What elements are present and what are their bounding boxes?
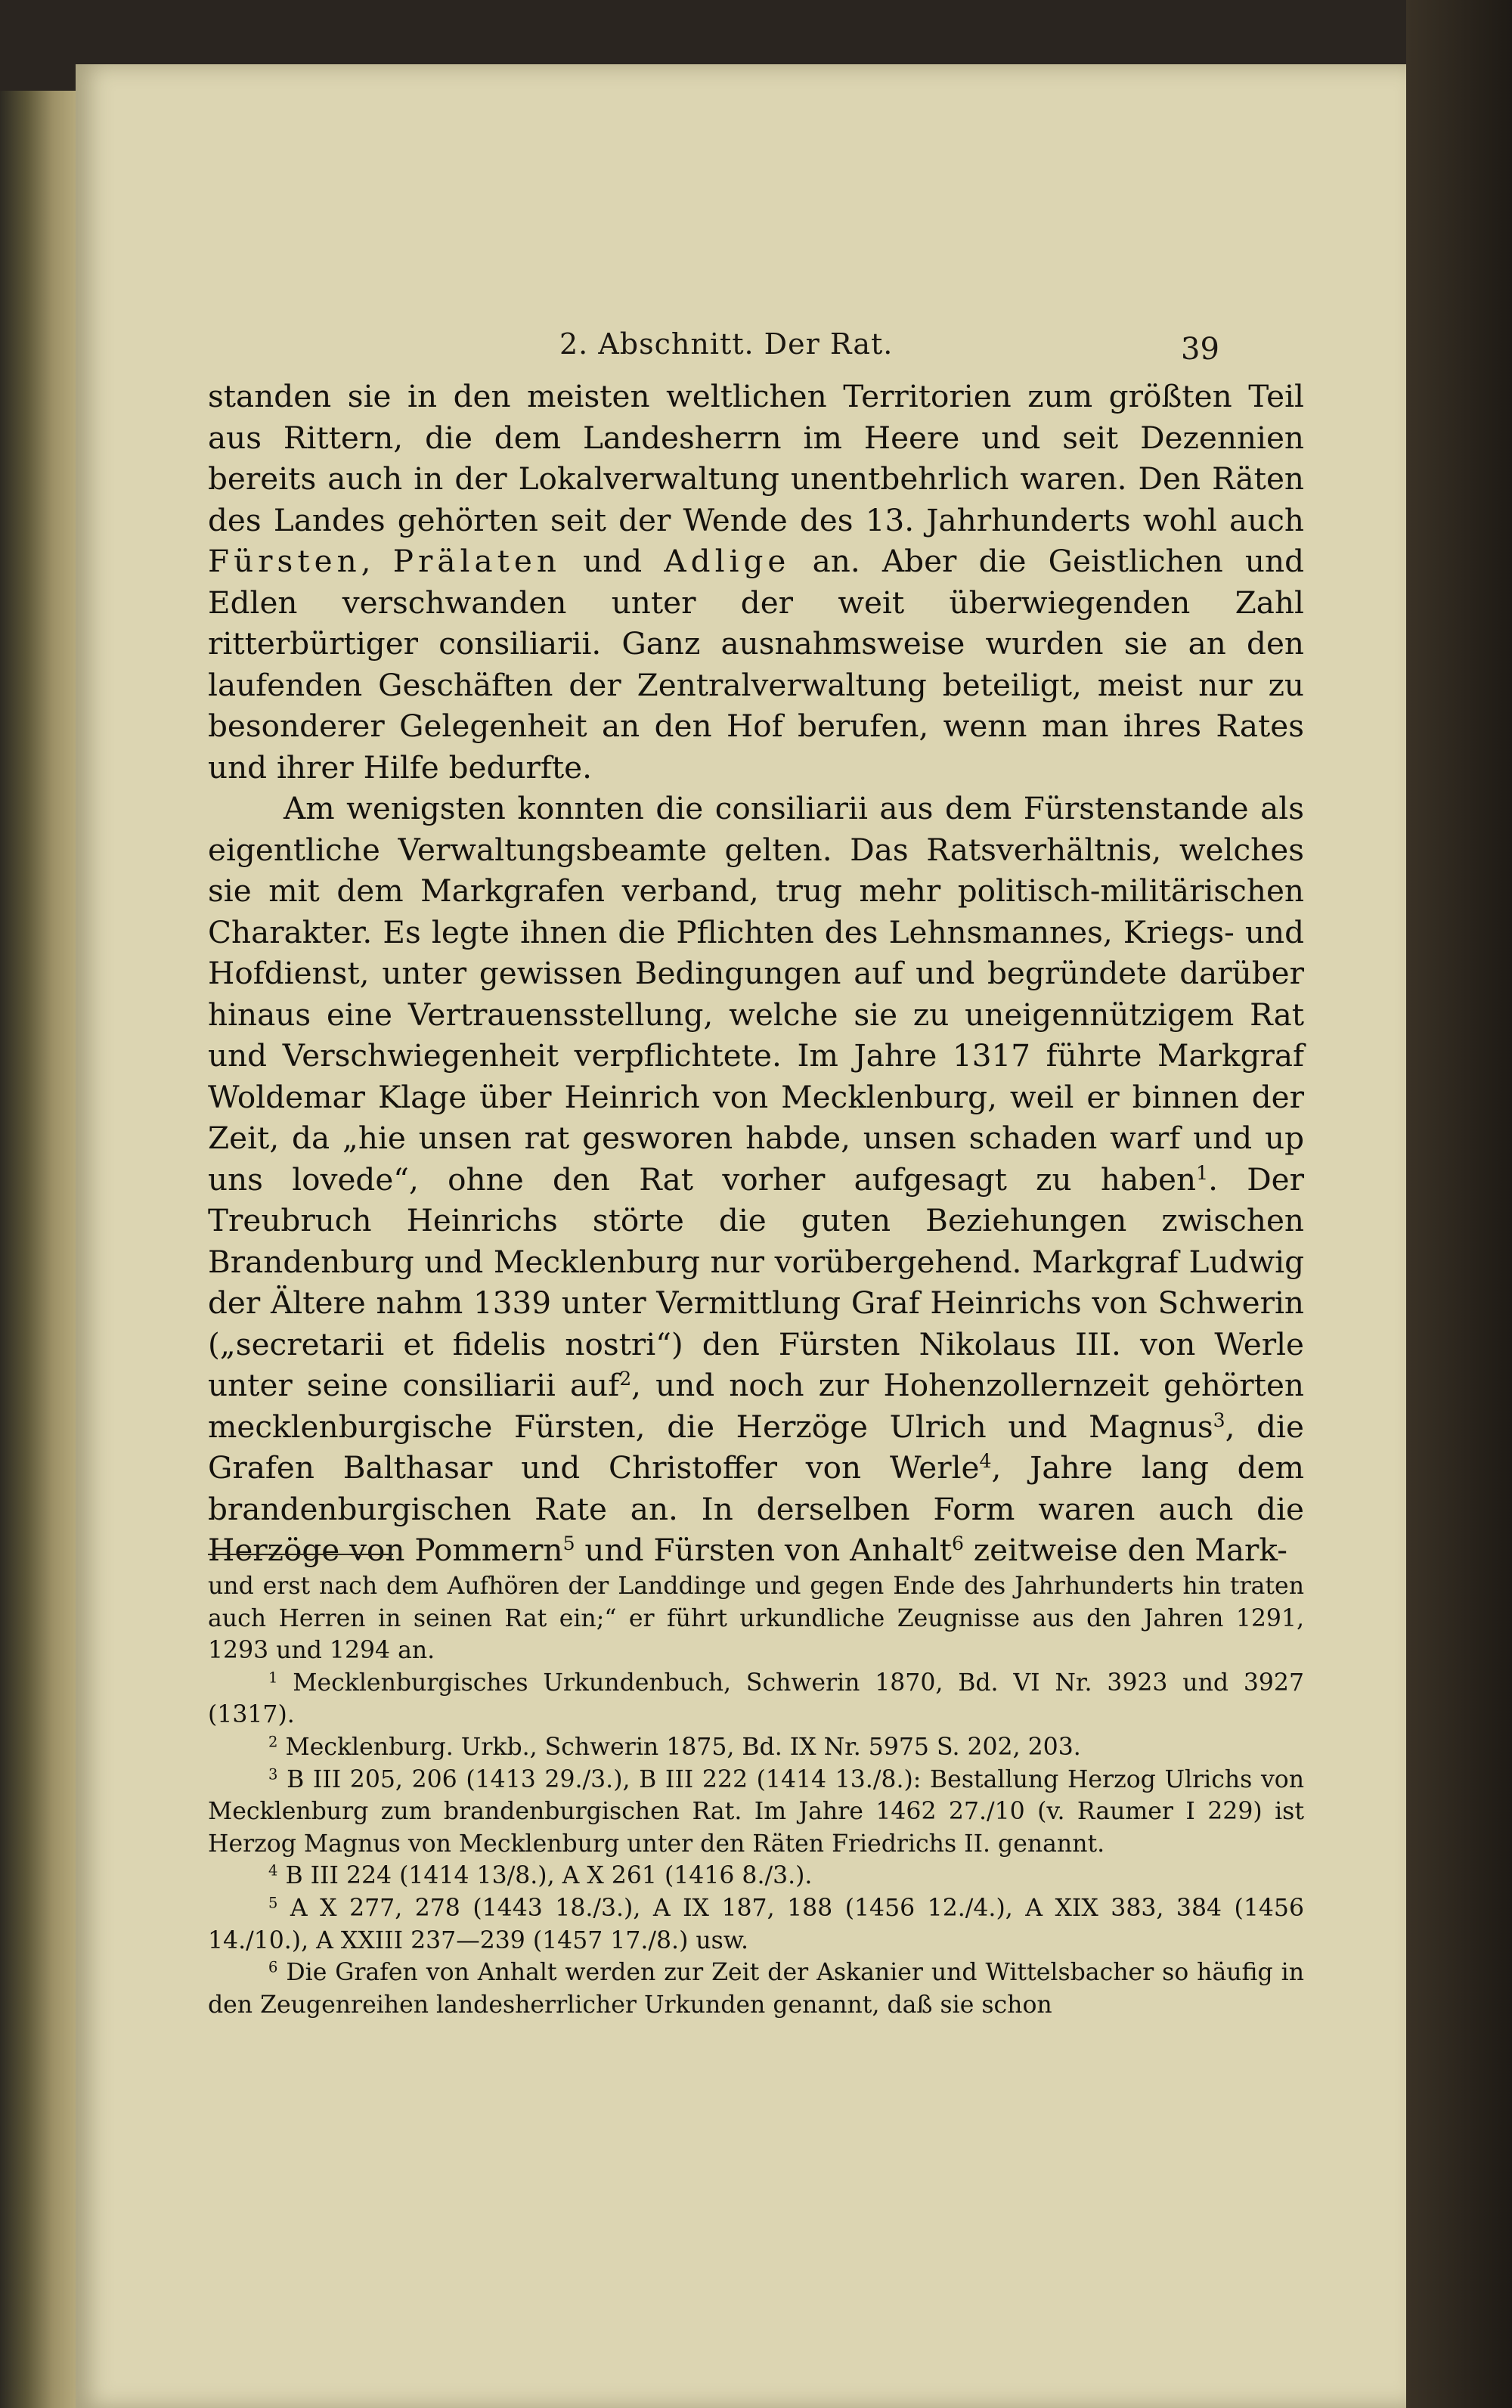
footnote-ref-5[interactable]: 5 — [562, 1533, 575, 1555]
footnote-text: Die Grafen von Anhalt werden zur Zeit der Askanier und Wittelsbacher so häufig in den Zeugenreihen landesherrlicher Urkunden genannt, daß sie schon — [208, 1959, 1304, 2019]
footnote-mark: 6 — [268, 1958, 278, 1976]
footnote-2 — [208, 1731, 1304, 1764]
footnote-divider — [208, 1554, 393, 1555]
paragraph-2 — [208, 788, 1304, 1571]
comma: , — [361, 543, 393, 579]
footnote-mark: 4 — [268, 1861, 278, 1880]
footnote-mark: 3 — [268, 1765, 278, 1783]
footnote-5 — [208, 1892, 1304, 1957]
paragraph-2-text-b: . Der Treubruch Heinrichs störte die guten Beziehungen zwischen Brandenburg und Mecklenburg nur vorübergehend. Markgraf Ludwig der Ältere nahm 1339 unter Vermittlung Graf Heinrichs von Schwerin („secretarii et fidelis nostri“) den Fürsten Nikolaus III. von Werle unter seine consiliarii auf — [208, 1161, 1305, 1403]
footnote-text: B III 224 (1414 13/8.), A X 261 (1416 8./3.). — [285, 1862, 813, 1890]
running-head — [76, 327, 1406, 373]
spaced-word-praelaten: Prälaten — [392, 543, 561, 579]
paragraph-1-text-b: an. Aber die Geistlichen und Edlen verschwanden unter der weit überwiegenden Zahl ritterbürtiger consiliarii. Ganz ausnahmsweise wurden sie an den laufenden Geschäften der Zentralverwaltung beteiligt, meist nur zu besonderer Gelegenheit an den Hof berufen, wenn man ihres Rates und ihrer Hilfe bedurfte. — [208, 543, 1305, 786]
spaced-word-fuersten: Fürsten — [208, 543, 361, 579]
paragraph-2-text-d: , die Grafen Balthasar und Christoffer von Werle — [208, 1408, 1304, 1486]
book-page — [76, 64, 1406, 2408]
chapter-heading: 2. Abschnitt. Der Rat. — [559, 327, 894, 361]
footnote-mark: 5 — [268, 1894, 278, 1912]
footnote-text: B III 205, 206 (1413 29./3.), B III 222 (1414 13./8.): Bestallung Herzog Ulrichs von Mecklenburg zum brandenburgischen Rat. Im Jahre 1462 27./10 (v. Raumer I 229) ist Herzog Magnus von Mecklenburg unter den Räten Friedrichs II. genannt. — [208, 1765, 1304, 1858]
footnote-4 — [208, 1860, 1304, 1892]
footnote-mark: 1 — [268, 1669, 278, 1687]
paragraph-1-text-a: standen sie in den meisten weltlichen Territorien zum größten Teil aus Rittern, die dem Landesherrn im Heere und seit Dezennien bereits auch in der Lokalverwaltung unentbehrlich waren. Den Räten des Landes gehörten seit der Wende des 13. Jahrhunderts wohl auch — [208, 378, 1304, 538]
paragraph-2-text-f: und Fürsten von Anhalt — [575, 1532, 952, 1568]
paragraph-2-text-e: , Jahre lang dem brandenburgischen Rate an. In derselben Form waren auch die Herzöge von Pommern — [208, 1449, 1304, 1568]
main-text — [208, 376, 1304, 1571]
page-number: 39 — [1181, 332, 1219, 367]
footnote-1 — [208, 1667, 1304, 1731]
footnote-ref-2[interactable]: 2 — [619, 1368, 632, 1390]
paragraph-1 — [208, 376, 1304, 788]
footnote-continuation: und erst nach dem Aufhören der Landdinge und gegen Ende des Jahrhunderts hin traten auch Herren in seinen Rat ein;“ er führt urkundliche Zeugnisse aus den Jahren 1291, 1293 und 1294 an. — [208, 1573, 1304, 1665]
paragraph-2-text-a: Am wenigsten konnten die consiliarii aus dem Fürstenstande als eigentliche Verwaltungsbeamte gelten. Das Ratsverhältnis, welches sie mit dem Markgrafen verband, trug mehr politisch-militärischen Charakter. Es legte ihnen die Pflichten des Lehnsmannes, Kriegs- und Hofdienst, unter gewissen Bedingungen auf und begründete darüber hinaus eine Vertrauensstellung, welche sie zu uneigennützigem Rat und Verschwiegenheit verpflichtete. Im Jahre 1317 führte Markgraf Woldemar Klage über Heinrich von Mecklenburg, weil er binnen der Zeit, da „hie unsen rat gesworen habde, unsen schaden warf und up uns lovede“, ohne den Rat vorher aufgesagt zu haben — [208, 790, 1304, 1198]
paragraph-2-text-c: , und noch zur Hohenzollernzeit gehörten mecklenburgische Fürsten, die Herzöge Ulrich und Magnus — [208, 1367, 1304, 1445]
paragraph-2-text-g: zeitweise den Mark- — [963, 1532, 1287, 1568]
facing-page-edge — [0, 91, 76, 2408]
spaced-word-adlige: Adlige — [664, 543, 791, 579]
conjunction: und — [560, 543, 665, 579]
footnote-ref-1[interactable]: 1 — [1196, 1161, 1209, 1184]
footnote-mark: 2 — [268, 1733, 278, 1751]
footnote-ref-4[interactable]: 4 — [979, 1450, 992, 1473]
footnote-6 — [208, 1957, 1304, 2021]
footnote-text: Mecklenburgisches Urkundenbuch, Schwerin 1870, Bd. VI Nr. 3923 und 3927 (1317). — [208, 1669, 1304, 1729]
footnotes — [208, 1570, 1304, 2021]
footnote-ref-3[interactable]: 3 — [1213, 1409, 1225, 1431]
footnote-text: A X 277, 278 (1443 18./3.), A IX 187, 188 (1456 12./4.), A XIX 383, 384 (1456 14./10.), A XXIII 237—239 (1457 17./8.) usw. — [208, 1894, 1304, 1954]
footnote-text: Mecklenburg. Urkb., Schwerin 1875, Bd. IX Nr. 5975 S. 202, 203. — [285, 1733, 1081, 1761]
footnote-3 — [208, 1764, 1304, 1861]
footnote-ref-6[interactable]: 6 — [951, 1533, 964, 1555]
book-cover-edge — [1406, 0, 1512, 2408]
